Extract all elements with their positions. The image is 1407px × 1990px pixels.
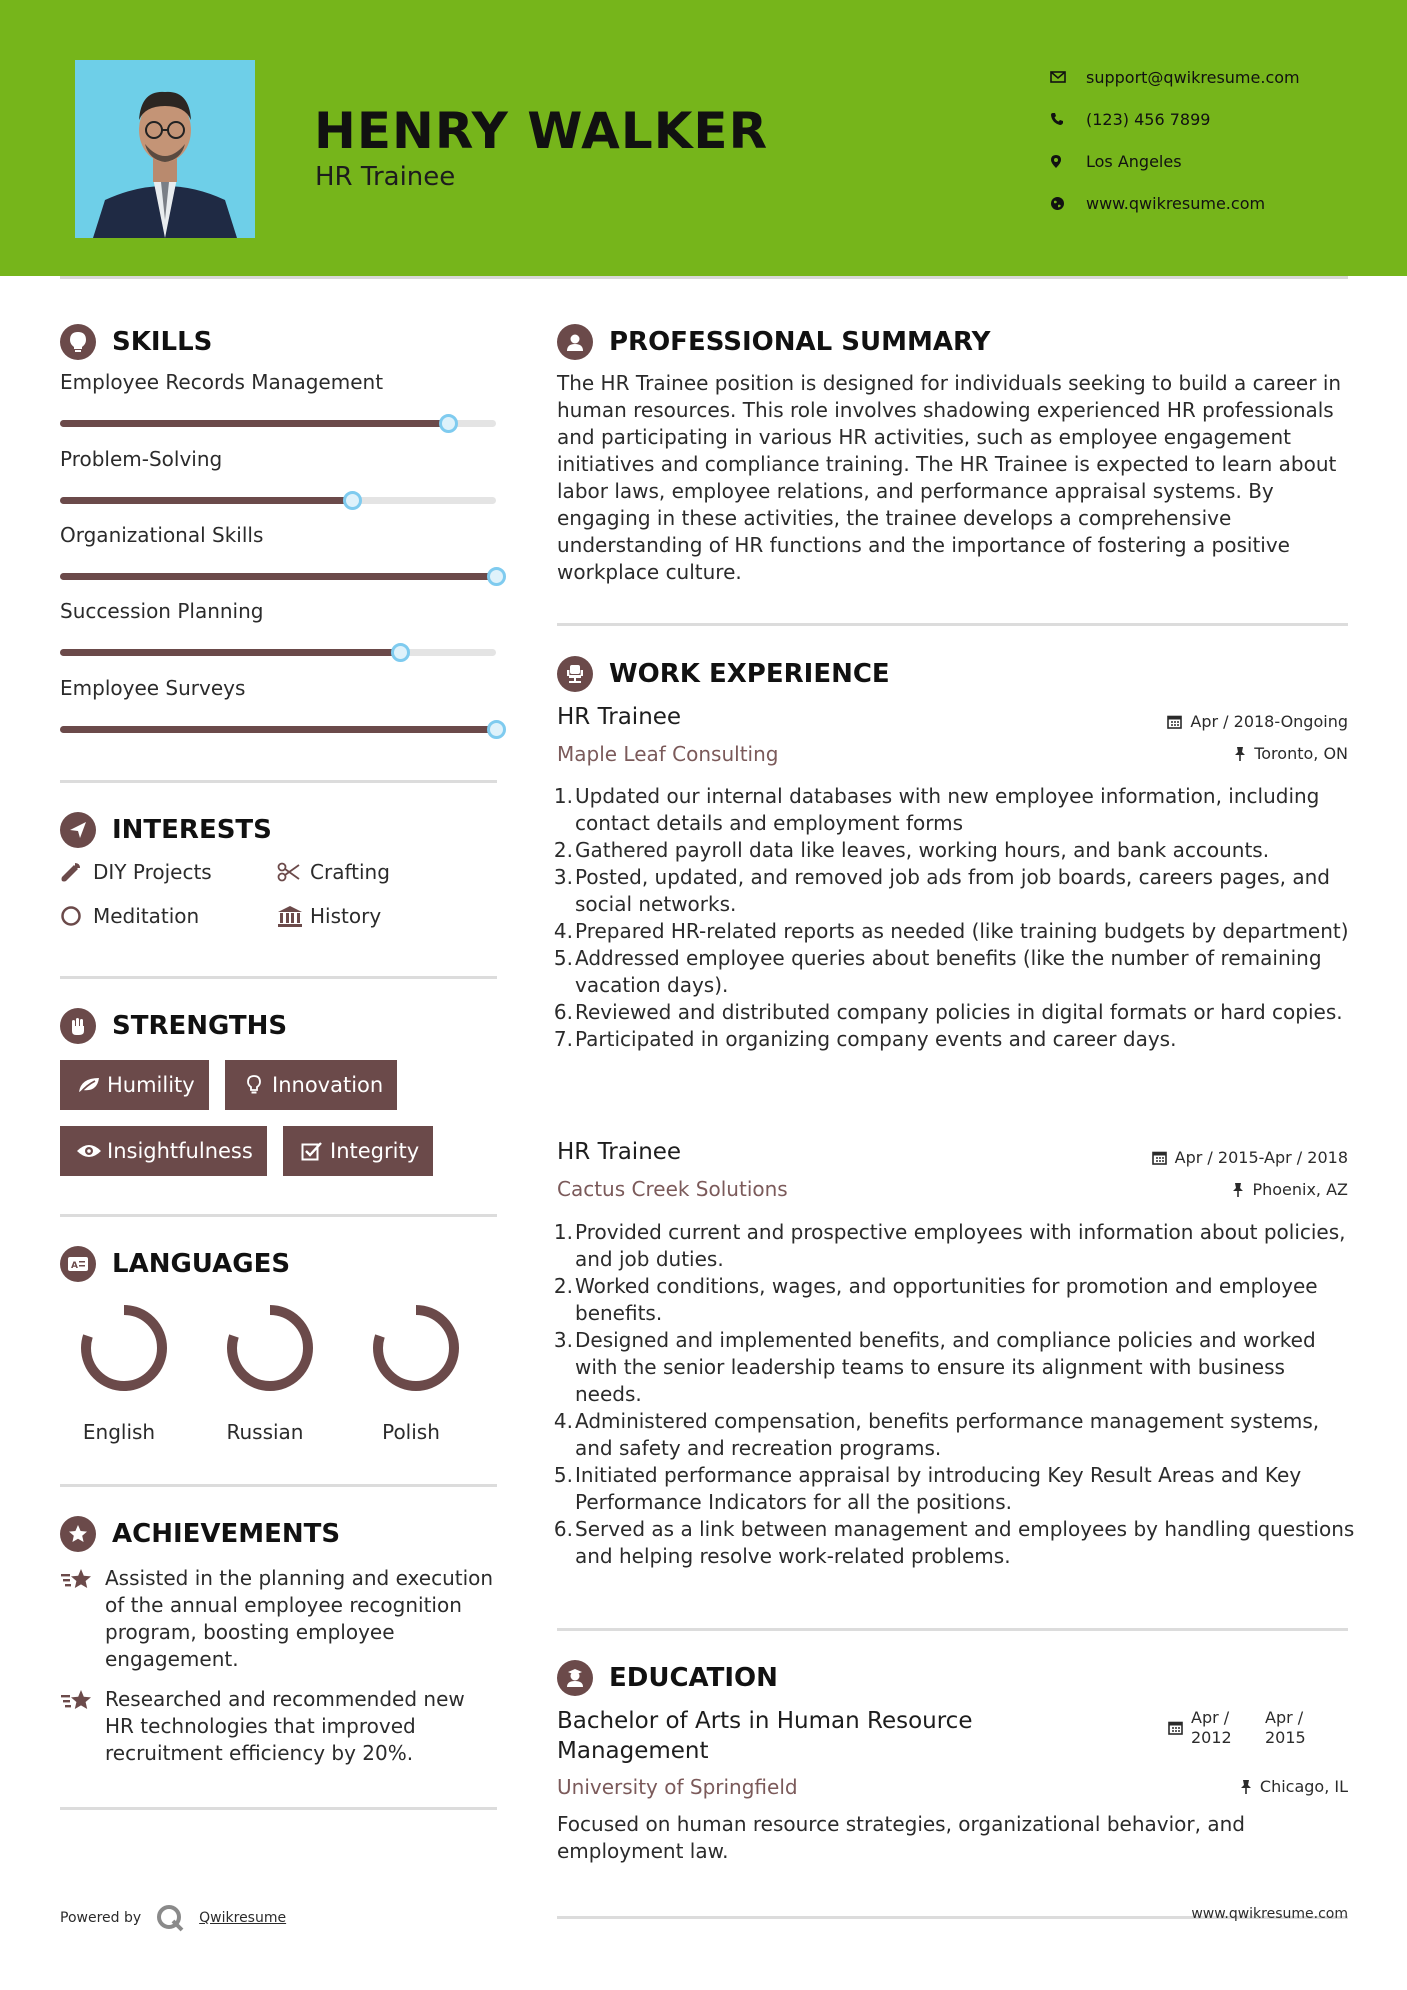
job-company: Cactus Creek Solutions: [557, 1177, 788, 1201]
section-divider: [60, 1484, 497, 1487]
interest-item: [277, 904, 381, 928]
paper-plane-badge-icon: [60, 812, 96, 848]
interest-label: Crafting: [310, 860, 390, 884]
duty-text: Reviewed and distributed company policies in digital formats or hard copies.: [575, 1000, 1343, 1024]
strength-label: Insightfulness: [107, 1139, 253, 1163]
contact-location-text: Los Angeles: [1086, 151, 1182, 171]
contact-phone-text: (123) 456 7899: [1086, 109, 1211, 129]
skill-bar: [60, 420, 496, 427]
contact-location: [1050, 140, 1300, 182]
skill-bar-fill: [60, 420, 448, 427]
profile-photo: [75, 60, 255, 238]
scissors-icon: [277, 862, 310, 882]
skill-label: Succession Planning: [60, 599, 264, 623]
education-description: Focused on human resource strategies, organizational behavior, and employment law.: [557, 1812, 1245, 1863]
language-ring: [366, 1298, 466, 1398]
interest-item: [277, 860, 390, 884]
experience-heading: [557, 656, 890, 692]
star-badge-icon: [60, 1516, 96, 1552]
duty-item: 6. Served as a link between management and employees by handling questions and helping resolve work-related problems.: [553, 1517, 1355, 1568]
job-location-text: Toronto, ON: [1254, 744, 1348, 763]
education-school: University of Springfield: [557, 1775, 798, 1799]
job-dates-text: Apr / 2015-Apr / 2018: [1174, 1148, 1348, 1167]
contact-website-text: www.qwikresume.com: [1086, 193, 1266, 213]
skill-bar-fill: [60, 726, 496, 733]
job-title: HR Trainee: [557, 1139, 682, 1165]
skill-bar: [60, 573, 496, 580]
duty-item: 3. Posted, updated, and removed job ads from job boards, careers pages, and social networks.: [553, 865, 1330, 916]
duty-text: Initiated performance appraisal by introducing Key Result Areas and Key Performance Indicators for all the positions.: [575, 1463, 1302, 1514]
language-item: [205, 1298, 325, 1444]
skill-label: Employee Surveys: [60, 676, 246, 700]
section-divider: [60, 976, 497, 979]
job-location: [1232, 1180, 1348, 1199]
brand-link[interactable]: Qwikresume: [199, 1910, 287, 1926]
duty-item: 6. Reviewed and distributed company policies in digital formats or hard copies.: [553, 1000, 1343, 1024]
skill-bar-knob: [487, 720, 506, 739]
skills-heading-text: SKILLS: [112, 327, 213, 357]
skill-bar-fill: [60, 573, 496, 580]
office-chair-badge-icon: [557, 656, 593, 692]
duty-text: Provided current and prospective employees with information about policies, and job duties.: [575, 1220, 1346, 1271]
strength-label: Humility: [107, 1073, 195, 1097]
summary-heading: [557, 324, 990, 360]
section-divider: [557, 1628, 1348, 1631]
duty-text: Updated our internal databases with new employee information, including contact details and employment forms: [575, 784, 1320, 835]
job-dates: [1167, 712, 1348, 731]
footer-url[interactable]: www.qwikresume.com: [1191, 1906, 1348, 1922]
duty-text: Addressed employee queries about benefits (like the number of remaining vacation days).: [575, 946, 1322, 997]
duty-text: Designed and implemented benefits, and compliance policies and worked with the senior leadership teams to ensure its alignment with business needs.: [575, 1328, 1316, 1406]
job-title: HR Trainee: [557, 704, 682, 730]
duty-item: 7. Participated in organizing company events and career days.: [553, 1027, 1177, 1051]
contact-list: [1050, 56, 1300, 224]
interests-heading-text: INTERESTS: [112, 815, 272, 845]
education-location: [1240, 1777, 1348, 1796]
duty-item: 4. Prepared HR-related reports as needed (like training budgets by department): [553, 919, 1349, 943]
achievement-text: Researched and recommended new HR technologies that improved recruitment efficiency by 20%.: [105, 1687, 465, 1765]
language-label: English: [82, 1420, 156, 1444]
header-divider: [60, 276, 1348, 279]
skill-bar-knob: [343, 491, 362, 510]
job-dates-text: Apr / 2018-Ongoing: [1190, 712, 1348, 731]
interest-item: [60, 860, 212, 884]
education-start: Apr / 2012: [1191, 1708, 1232, 1747]
section-divider: [60, 780, 497, 783]
duty-item: 1. Updated our internal databases with new employee information, including contact details and employment forms: [553, 784, 1320, 835]
award-star-icon: [60, 1686, 105, 1767]
eye-icon: [70, 1143, 107, 1159]
job-dates: [1152, 1148, 1348, 1167]
language-label: Russian: [226, 1420, 304, 1444]
job-location-text: Phoenix, AZ: [1252, 1180, 1348, 1199]
duty-text: Served as a link between management and employees by handling questions and helping resolve work-related problems.: [575, 1517, 1355, 1568]
pushpin-icon: [1234, 746, 1246, 761]
summary-text: The HR Trainee position is designed for individuals seeking to build a career in human resources. This role involves shadowing experienced HR professionals and participating in various HR activities, such as employee engagement initiatives and compliance training. The HR Trainee is expected to learn about labor laws, employee relations, and performance appraisal systems. By engaging in these activities, the trainee develops a comprehensive understanding of HR functions and the importance of fostering a positive workplace culture.: [557, 371, 1342, 584]
hand-badge-icon: [60, 1008, 96, 1044]
achievement-text: Assisted in the planning and execution of the annual employee recognition program, boosting employee engagement.: [105, 1566, 494, 1671]
interests-heading: [60, 812, 272, 848]
interest-label: History: [310, 904, 382, 928]
wrench-icon: [60, 861, 93, 883]
calendar-icon: [1152, 1150, 1167, 1165]
lightbulb-badge-icon: [60, 324, 96, 360]
skill-bar: [60, 497, 496, 504]
duty-item: 5. Initiated performance appraisal by introducing Key Result Areas and Key Performance Indicators for all the positions.: [553, 1463, 1302, 1514]
education-end: Apr / 2015: [1265, 1708, 1306, 1747]
award-star-icon: [60, 1565, 105, 1673]
strengths-heading: [60, 1008, 287, 1044]
language-item: [59, 1298, 179, 1444]
education-heading-text: EDUCATION: [609, 1663, 778, 1693]
leaf-icon: [70, 1076, 107, 1094]
globe-icon: [1050, 196, 1086, 211]
job-duties: [553, 1219, 1357, 1570]
pushpin-icon: [1240, 1779, 1252, 1794]
skill-label: Employee Records Management: [60, 370, 384, 394]
duty-text: Gathered payroll data like leaves, working hours, and bank accounts.: [575, 838, 1270, 862]
skill-item: [60, 676, 500, 733]
section-divider: [557, 623, 1348, 626]
skills-heading: [60, 324, 212, 360]
duty-item: 3. Designed and implemented benefits, and compliance policies and worked with the senior leadership teams to ensure its alignment with business needs.: [553, 1328, 1316, 1406]
phone-icon: [1050, 112, 1086, 126]
languages-heading-text: LANGUAGES: [112, 1249, 291, 1279]
skill-bar-knob: [391, 643, 410, 662]
resume-header: [0, 0, 1407, 276]
check-square-icon: [293, 1141, 330, 1161]
contact-phone[interactable]: [1050, 98, 1300, 140]
powered-by-label: Powered by: [60, 1910, 142, 1926]
strength-tag: [225, 1060, 397, 1110]
svg-text:A: A: [71, 1261, 78, 1271]
skill-bar: [60, 649, 496, 656]
calendar-icon: [1168, 1720, 1183, 1735]
interest-label: Meditation: [93, 904, 200, 928]
job-company: Maple Leaf Consulting: [557, 742, 779, 766]
education-location-text: Chicago, IL: [1259, 1777, 1348, 1796]
language-badge-icon: [60, 1246, 96, 1282]
bank-icon: [277, 905, 310, 927]
skill-label: Problem-Solving: [60, 447, 223, 471]
skill-label: Organizational Skills: [60, 523, 264, 547]
skill-bar-knob: [487, 567, 506, 586]
duty-text: Worked conditions, wages, and opportunities for promotion and employee benefits.: [575, 1274, 1318, 1325]
education-degree: Bachelor of Arts in Human Resource Management: [557, 1708, 973, 1764]
candidate-title: HR Trainee: [315, 162, 456, 192]
section-divider: [60, 1214, 497, 1217]
strength-tag: [60, 1060, 209, 1110]
map-pin-icon: [1050, 154, 1086, 169]
skill-item: [60, 523, 500, 580]
language-ring: [220, 1298, 320, 1398]
duty-text: Participated in organizing company events and career days.: [575, 1027, 1177, 1051]
interest-item: [60, 904, 199, 928]
contact-email[interactable]: [1050, 56, 1300, 98]
section-divider: [60, 1807, 497, 1810]
candidate-name: HENRY WALKER: [314, 102, 769, 160]
qwikresume-logo-icon: [155, 1903, 185, 1933]
education-dates: [1168, 1708, 1329, 1748]
education-heading: [557, 1660, 778, 1696]
calendar-icon: [1167, 714, 1182, 729]
duty-item: 2. Worked conditions, wages, and opportunities for promotion and employee benefits.: [553, 1274, 1318, 1325]
duty-text: Administered compensation, benefits performance management systems, and safety and recreation programs.: [575, 1409, 1320, 1460]
achievements-heading: [60, 1516, 340, 1552]
skill-item: [60, 447, 500, 504]
skill-bar-fill: [60, 649, 400, 656]
duty-item: 5. Addressed employee queries about benefits (like the number of remaining vacation days).: [553, 946, 1322, 997]
lightbulb-icon: [235, 1075, 272, 1095]
language-ring: [74, 1298, 174, 1398]
interest-label: DIY Projects: [93, 860, 212, 884]
contact-website[interactable]: [1050, 182, 1300, 224]
skill-item: [60, 599, 500, 656]
achievement-item: [60, 1565, 500, 1673]
language-item: [351, 1298, 471, 1444]
skill-bar: [60, 726, 496, 733]
contact-email-text: support@qwikresume.com: [1086, 67, 1300, 87]
strengths-heading-text: STRENGTHS: [112, 1011, 288, 1041]
job-duties: [553, 783, 1357, 1053]
job-location: [1234, 744, 1348, 763]
duty-text: Posted, updated, and removed job ads from job boards, careers pages, and social networks.: [575, 865, 1330, 916]
duty-item: 1. Provided current and prospective employees with information about policies, and job duties.: [553, 1220, 1346, 1271]
skill-item: [60, 370, 500, 427]
graduate-badge-icon: [557, 1660, 593, 1696]
strength-tag: [283, 1126, 433, 1176]
powered-by: [60, 1903, 286, 1933]
languages-heading: [60, 1246, 290, 1282]
pushpin-icon: [1232, 1182, 1244, 1197]
duty-text: Prepared HR-related reports as needed (like training budgets by department): [575, 919, 1349, 943]
duty-item: 2. Gathered payroll data like leaves, working hours, and bank accounts.: [553, 838, 1270, 862]
achievements-heading-text: ACHIEVEMENTS: [112, 1519, 341, 1549]
strength-label: Innovation: [272, 1073, 384, 1097]
skill-bar-knob: [439, 414, 458, 433]
user-badge-icon: [557, 324, 593, 360]
strength-label: Integrity: [330, 1139, 420, 1163]
summary-heading-text: PROFESSIONAL SUMMARY: [609, 327, 991, 357]
circle-icon: [60, 905, 93, 927]
language-label: Polish: [382, 1420, 440, 1444]
envelope-icon: [1050, 71, 1086, 83]
skill-bar-fill: [60, 497, 352, 504]
experience-heading-text: WORK EXPERIENCE: [609, 659, 890, 689]
achievement-item: [60, 1686, 500, 1767]
duty-item: 4. Administered compensation, benefits performance management systems, and safety and recreation programs.: [553, 1409, 1320, 1460]
strength-tag: [60, 1126, 267, 1176]
